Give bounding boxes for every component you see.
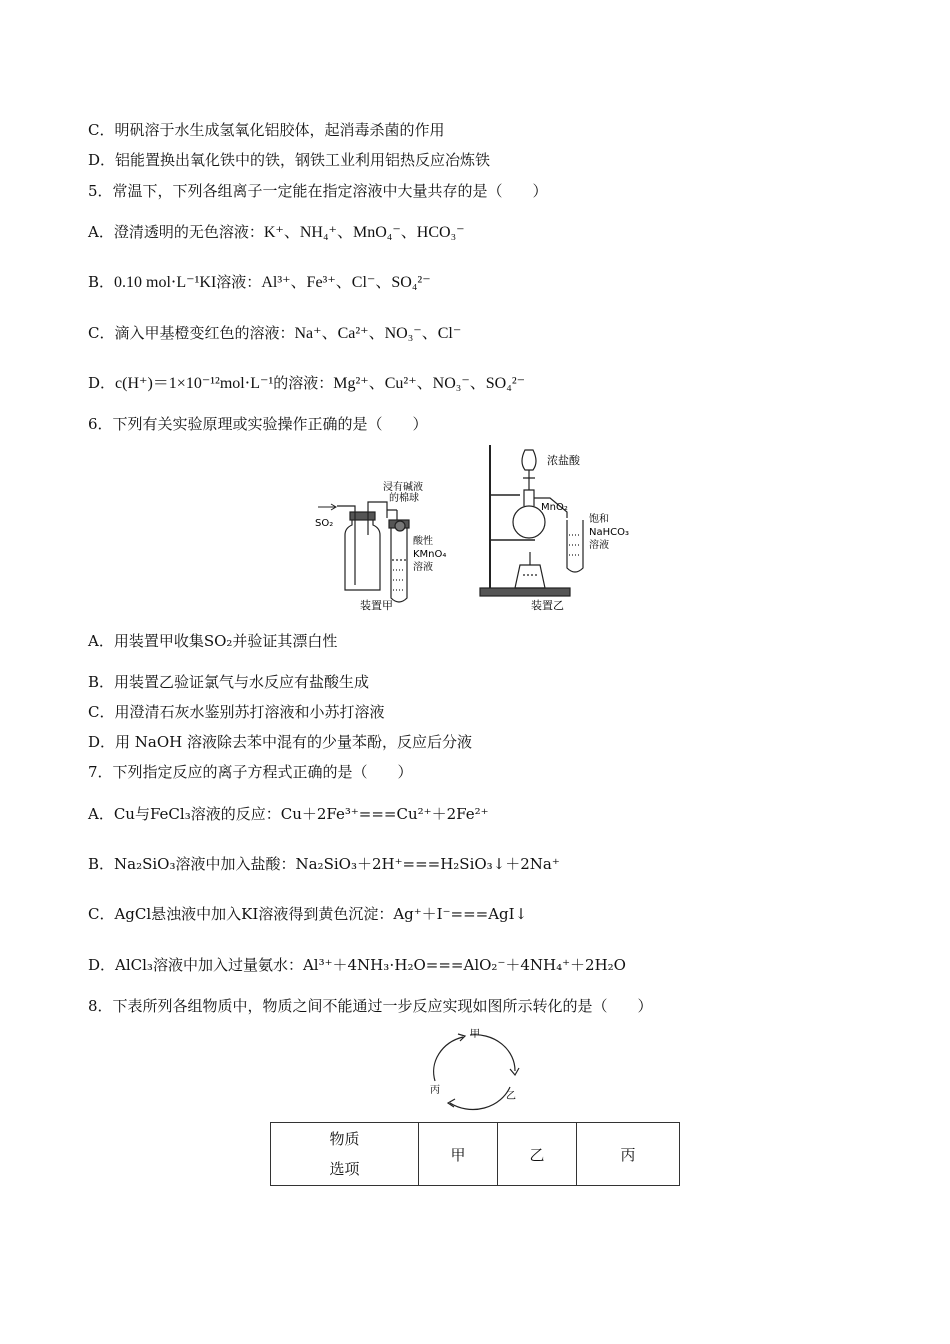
label-nahco3-3: 溶液 — [589, 540, 609, 551]
q5-option-a — [88, 222, 465, 243]
node-bing: 丙 — [430, 1085, 440, 1096]
node-jia: 甲 — [470, 1029, 480, 1040]
q5-d-cond: c(H⁺)＝1×10⁻¹²mol⋅L⁻¹ — [115, 375, 274, 392]
q5-b-mid: 溶液： — [216, 273, 262, 291]
q6-option-c: C．用澄清石灰水鉴别苏打溶液和小苏打溶液 — [88, 703, 385, 721]
q8-stem: 8．下表所列各组物质中，物质之间不能通过一步反应实现如图所示转化的是（ ） — [88, 997, 653, 1015]
q4-option-c: C．明矾溶于水生成氢氧化铝胶体，起消毒杀菌的作用 — [88, 121, 445, 139]
gas-bottle — [345, 518, 380, 590]
conversion-cycle-diagram — [420, 1025, 530, 1115]
q4-option-d: D．铝能置换出氧化铁中的铁，钢铁工业利用铝热反应冶炼铁 — [88, 151, 491, 169]
q7-option-a: A．Cu与FeCl₃溶液的反应：Cu＋2Fe³⁺===Cu²⁺＋2Fe²⁺ — [88, 805, 489, 823]
q7-option-d: D．AlCl₃溶液中加入过量氨水：Al³⁺＋4NH₃⋅H₂O===AlO₂⁻＋4NH₄⁺＋2H₂O — [88, 956, 626, 974]
label-mno2: MnO₂ — [541, 502, 568, 513]
col-yi: 乙 — [498, 1123, 577, 1186]
q5-b-cond: 0.10 mol⋅L⁻¹KI — [114, 274, 217, 291]
table-header-cell — [271, 1123, 419, 1186]
label-cotton-1: 浸有碱液 — [383, 482, 423, 493]
q6-option-d: D．用 NaOH 溶液除去苯中混有的少量苯酚，反应后分液 — [88, 733, 473, 751]
q5-d-label: D． — [88, 374, 116, 392]
test-tube-b — [567, 520, 583, 572]
q5-b-ions: Al³⁺、Fe³⁺、Cl⁻、SO₄²⁻ — [261, 274, 431, 291]
q5-option-c — [88, 323, 461, 344]
label-conc-hcl: 浓盐酸 — [547, 454, 580, 467]
node-yi: 乙 — [506, 1091, 516, 1102]
alcohol-lamp — [515, 565, 545, 588]
q5-a-label: A．澄清透明的无色溶液： — [88, 223, 264, 241]
q5-c-ions: Na⁺、Ca²⁺、NO₃⁻、Cl⁻ — [294, 325, 462, 342]
q6-option-b: B．用装置乙验证氯气与水反应有盐酸生成 — [88, 673, 370, 691]
stand-base — [480, 588, 570, 596]
test-tube-a — [391, 528, 407, 602]
col-bing: 丙 — [577, 1123, 680, 1186]
q7-option-c: C．AgCl悬浊液中加入KI溶液得到黄色沉淀：Ag⁺＋I⁻===AgI↓ — [88, 905, 528, 923]
q6-stem: 6．下列有关实验原理或实验操作正确的是（ ） — [88, 415, 428, 433]
label-cotton-2: 的棉球 — [389, 493, 419, 504]
q5-d-ions: Mg²⁺、Cu²⁺、NO₃⁻、SO₄²⁻ — [333, 375, 526, 392]
dropping-funnel — [522, 450, 536, 470]
col-jia: 甲 — [419, 1123, 498, 1186]
label-nahco3-2: NaHCO₃ — [589, 527, 629, 538]
q5-b-label: B． — [88, 273, 115, 291]
arrow-yi-to-bing — [450, 1087, 510, 1109]
q8-options-table — [270, 1122, 680, 1186]
q6-option-a: A．用装置甲收集SO₂并验证其漂白性 — [88, 632, 338, 650]
caption-device-a: 装置甲 — [360, 599, 393, 612]
arrow-bing-to-jia — [434, 1037, 463, 1081]
q5-a-ions: K⁺、NH₄⁺、MnO₄⁻、HCO₃⁻ — [263, 224, 465, 241]
label-kmno4-1: 酸性 — [413, 536, 433, 547]
apparatus-figure — [305, 440, 645, 615]
q5-option-d — [88, 373, 525, 394]
q7-option-b: B．Na₂SiO₃溶液中加入盐酸：Na₂SiO₃＋2H⁺===H₂SiO₃↓＋2Na⁺ — [88, 855, 560, 873]
cotton-ball — [395, 521, 405, 531]
label-kmno4-3: 溶液 — [413, 562, 433, 573]
bottle-stopper — [350, 512, 375, 520]
label-kmno4-2: KMnO₄ — [413, 549, 447, 560]
caption-device-b: 装置乙 — [531, 599, 564, 612]
q5-stem: 5．常温下，下列各组离子一定能在指定溶液中大量共存的是（ ） — [88, 182, 548, 200]
q5-c-label: C．滴入甲基橙变红色的溶液： — [88, 324, 295, 342]
q5-option-b — [88, 272, 431, 293]
q7-stem: 7．下列指定反应的离子方程式正确的是（ ） — [88, 763, 413, 781]
header-substance: 物质 — [329, 1130, 360, 1148]
arrow-jia-to-yi — [470, 1035, 515, 1071]
q5-d-mid: 的溶液： — [273, 374, 334, 392]
header-option: 选项 — [329, 1160, 360, 1178]
label-so2: SO₂ — [315, 518, 334, 529]
label-nahco3-1: 饱和 — [589, 514, 609, 525]
